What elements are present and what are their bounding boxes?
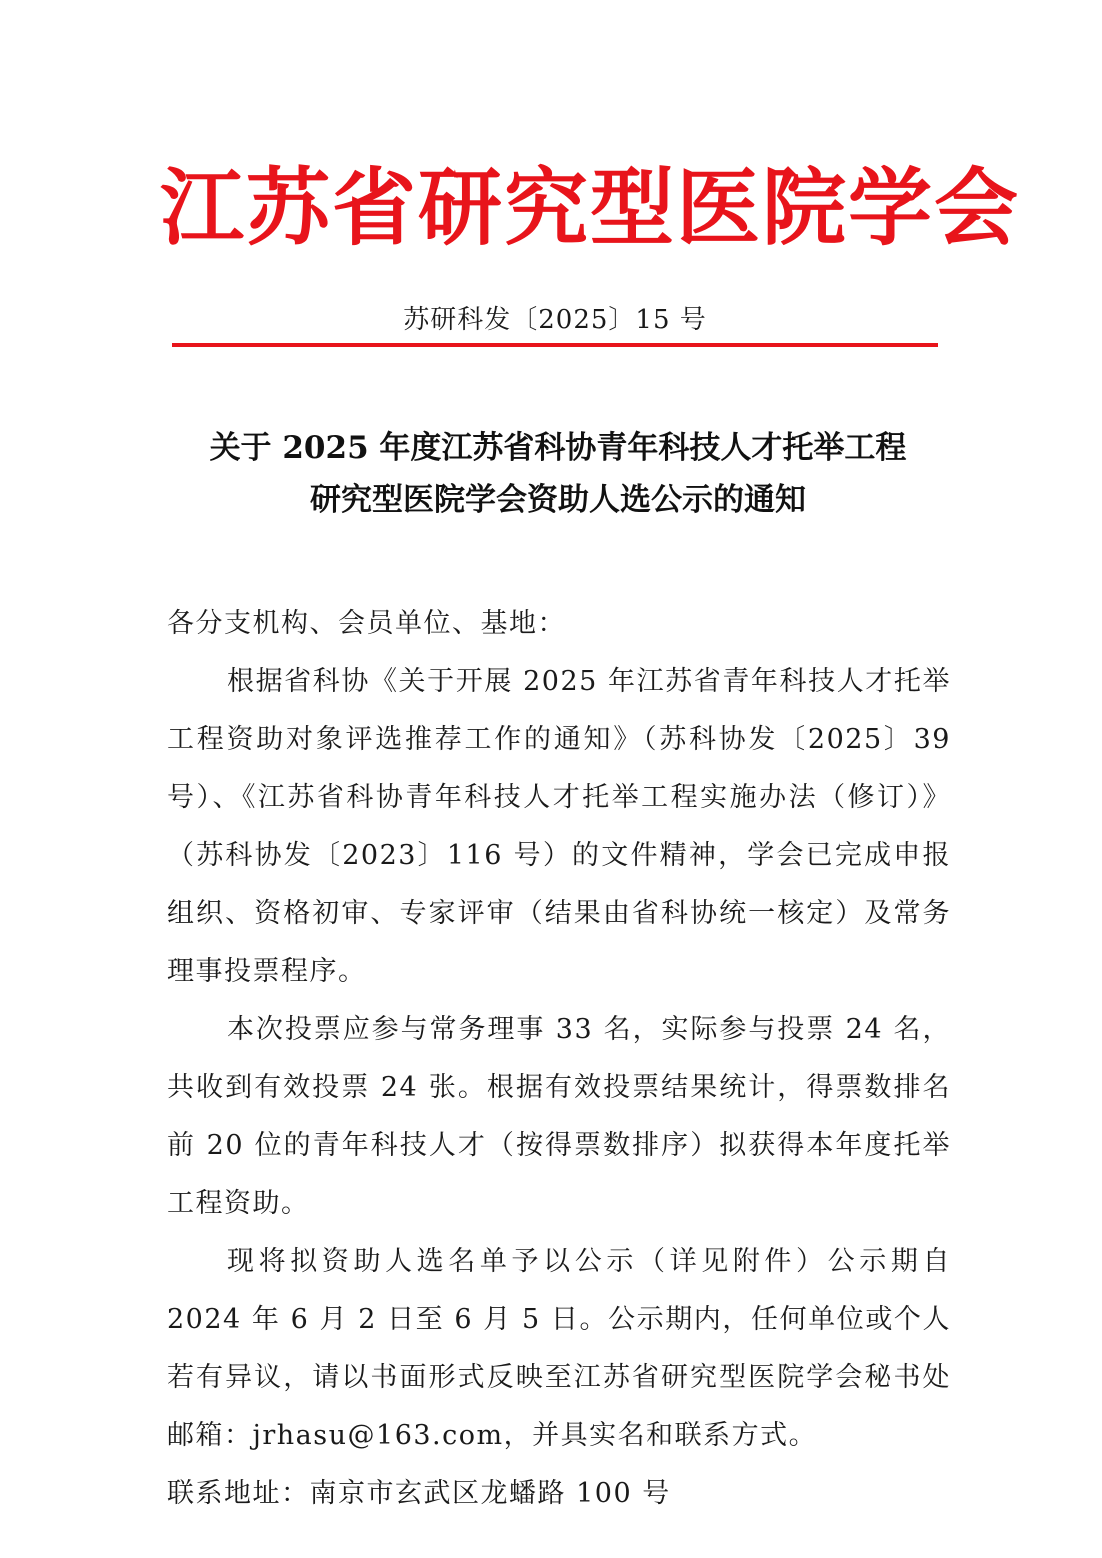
organization-title: 江苏省研究型医院学会 bbox=[160, 159, 1021, 257]
paragraph-basis: 根据省科协《关于开展 2025 年江苏省青年科技人才托举工程资助对象评选推荐工作的通知》（苏科协发〔2025〕39 号）、《江苏省科协青年科技人才托举工程实施办法（修订）》（苏科协发〔2023〕116 号）的文件精神，学会已完成申报组织、资格初审、专家评审（结果由省科协统一核定）及常务理事投票程序。 bbox=[167, 666, 951, 987]
salutation: 各分支机构、会员单位、基地： bbox=[167, 608, 566, 639]
notice-title-line-2: 研究型医院学会资助人选公示的通知 bbox=[310, 482, 806, 518]
contact-address: 联系地址：南京市玄武区龙蟠路 100 号 bbox=[167, 1478, 671, 1509]
document-number: 苏研科发〔2025〕15 号 bbox=[403, 305, 707, 335]
paragraph-publicity: 现将拟资助人选名单予以公示（详见附件）公示期自 2024 年 6 月 2 日至 6 月 5 日。公示期内，任何单位或个人若有异议，请以书面形式反映至江苏省研究型医院学会秘书处邮箱：jrhasu@163.com，并具实名和联系方式。 bbox=[167, 1246, 951, 1451]
notice-title-line-1: 关于 2025 年度江苏省科协青年科技人才托举工程 bbox=[209, 430, 907, 466]
notice-title bbox=[120, 422, 996, 526]
red-divider bbox=[172, 343, 938, 347]
notice-body bbox=[167, 595, 951, 1523]
paragraph-voting: 本次投票应参与常务理事 33 名，实际参与投票 24 名，共收到有效投票 24 张。根据有效投票结果统计，得票数排名前 20 位的青年科技人才（按得票数排序）拟获得本年度托举工程资助。 bbox=[167, 1014, 951, 1219]
